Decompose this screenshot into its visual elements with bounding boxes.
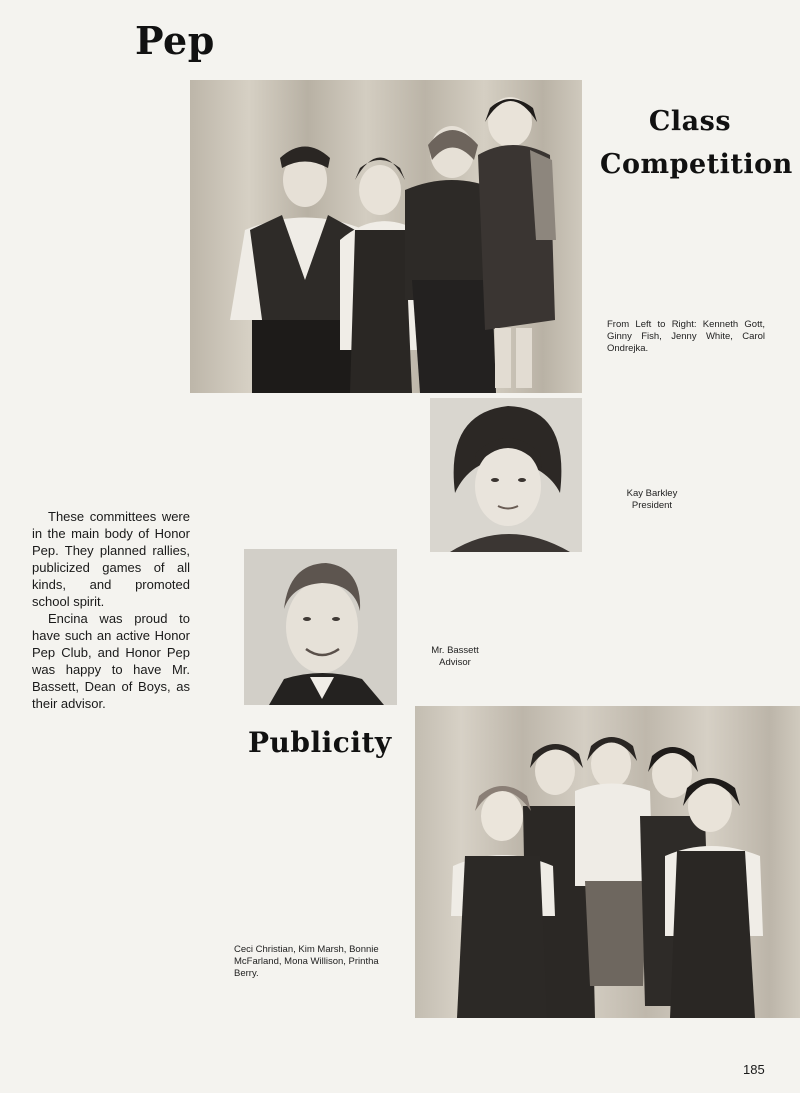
kay-barkley-portrait [430,398,582,552]
body-paragraph-1: These committees were in the main body of Honor Pep. They planned rallies, publicized games of all kinds, and promoted school spirit. [32,509,190,609]
body-text [32,508,190,712]
caption-kay-barkley [607,488,697,512]
bassett-title: Advisor [439,657,471,668]
heading-pep: Pep [135,18,215,63]
class-competition-photo [190,80,582,393]
heading-class-line2: Competition [600,149,793,180]
heading-publicity: Publicity [248,726,392,759]
caption-mr-bassett [420,645,490,669]
caption-publicity: Ceci Christian, Kim Marsh, Bonnie McFarland, Mona Willison, Printha Berry. [234,944,379,979]
heading-class-competition [600,100,793,186]
page-number: 185 [743,1062,765,1077]
mr-bassett-portrait [244,549,397,705]
caption-class-competition: From Left to Right: Kenneth Gott, Ginny Fish, Jenny White, Carol Ondrejka. [607,319,765,354]
kay-name: Kay Barkley [626,488,678,499]
publicity-photo [415,706,800,1018]
heading-class-line1: Class [648,106,732,137]
kay-title: President [631,500,673,511]
bassett-name: Mr. Bassett [431,645,479,656]
body-paragraph-2: Encina was proud to have such an active Honor Pep Club, and Honor Pep was happy to have Mr. Bassett, Dean of Boys, as their advisor. [32,611,190,711]
